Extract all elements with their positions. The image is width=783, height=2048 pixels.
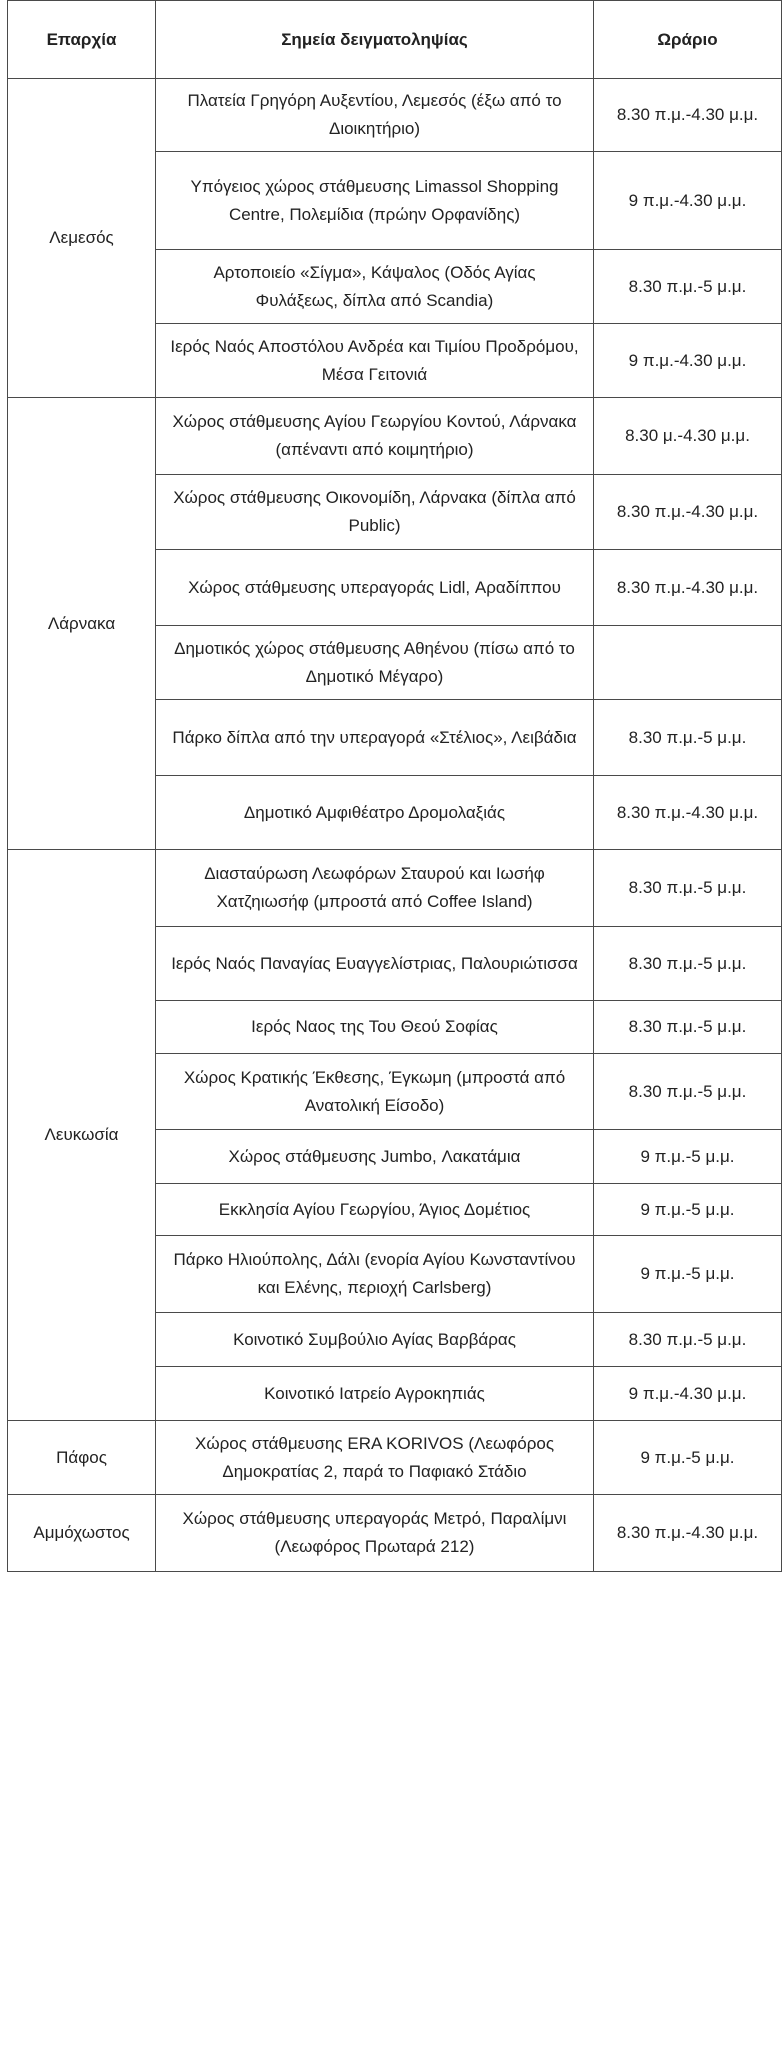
hours-cell: 8.30 μ.-4.30 μ.μ. <box>594 398 782 475</box>
header-region: Επαρχία <box>8 1 156 79</box>
location-cell: Ιερός Ναος της Του Θεού Σοφίας <box>156 1001 594 1054</box>
location-cell: Χώρος στάθμευσης υπεραγοράς Lidl, Αραδίππου <box>156 550 594 626</box>
hours-cell: 9 π.μ.-5 μ.μ. <box>594 1184 782 1236</box>
region-cell: Πάφος <box>8 1421 156 1495</box>
hours-cell: 8.30 π.μ.-4.30 μ.μ. <box>594 1495 782 1572</box>
hours-cell: 8.30 π.μ.-4.30 μ.μ. <box>594 776 782 850</box>
table-row <box>8 398 782 475</box>
location-cell: Δημοτικό Αμφιθέατρο Δρομολαξιάς <box>156 776 594 850</box>
header-location: Σημεία δειγματοληψίας <box>156 1 594 79</box>
hours-cell: 8.30 π.μ.-5 μ.μ. <box>594 1001 782 1054</box>
region-cell: Αμμόχωστος <box>8 1495 156 1572</box>
region-cell: Λάρνακα <box>8 398 156 850</box>
hours-cell: 8.30 π.μ.-4.30 μ.μ. <box>594 475 782 550</box>
location-cell: Πάρκο Ηλιούπολης, Δάλι (ενορία Αγίου Κωνσταντίνου και Ελένης, περιοχή Carlsberg) <box>156 1236 594 1313</box>
hours-cell: 8.30 π.μ.-5 μ.μ. <box>594 250 782 324</box>
location-cell: Κοινοτικό Συμβούλιο Αγίας Βαρβάρας <box>156 1313 594 1367</box>
hours-cell: 8.30 π.μ.-5 μ.μ. <box>594 850 782 927</box>
hours-cell: 9 π.μ.-4.30 μ.μ. <box>594 152 782 250</box>
location-cell: Χώρος στάθμευσης Jumbo, Λακατάμια <box>156 1130 594 1184</box>
location-cell: Χώρος στάθμευσης ERA KORIVOS (Λεωφόρος Δημοκρατίας 2, παρά το Παφιακό Στάδιο <box>156 1421 594 1495</box>
location-cell: Χώρος Κρατικής Έκθεσης, Έγκωμη (μπροστά από Ανατολική Είσοδο) <box>156 1054 594 1130</box>
hours-cell: 8.30 π.μ.-4.30 μ.μ. <box>594 550 782 626</box>
location-cell: Εκκλησία Αγίου Γεωργίου, Άγιος Δομέτιος <box>156 1184 594 1236</box>
region-cell: Λευκωσία <box>8 850 156 1421</box>
table-row <box>8 850 782 927</box>
hours-cell: 9 π.μ.-5 μ.μ. <box>594 1421 782 1495</box>
location-cell: Κοινοτικό Ιατρείο Αγροκηπιάς <box>156 1367 594 1421</box>
location-cell: Χώρος στάθμευσης υπεραγοράς Μετρό, Παραλίμνι (Λεωφόρος Πρωταρά 212) <box>156 1495 594 1572</box>
sampling-points-table <box>7 0 782 1572</box>
hours-cell: 9 π.μ.-5 μ.μ. <box>594 1236 782 1313</box>
hours-cell <box>594 626 782 700</box>
location-cell: Υπόγειος χώρος στάθμευσης Limassol Shopping Centre, Πολεμίδια (πρώην Ορφανίδης) <box>156 152 594 250</box>
location-cell: Πάρκο δίπλα από την υπεραγορά «Στέλιος», Λειβάδια <box>156 700 594 776</box>
table-row <box>8 79 782 152</box>
hours-cell: 9 π.μ.-4.30 μ.μ. <box>594 324 782 398</box>
location-cell: Ιερός Ναός Παναγίας Ευαγγελίστριας, Παλουριώτισσα <box>156 927 594 1001</box>
table-row <box>8 1495 782 1572</box>
hours-cell: 9 π.μ.-5 μ.μ. <box>594 1130 782 1184</box>
location-cell: Χώρος στάθμευσης Αγίου Γεωργίου Κοντού, Λάρνακα (απέναντι από κοιμητήριο) <box>156 398 594 475</box>
table-row <box>8 1421 782 1495</box>
location-cell: Διασταύρωση Λεωφόρων Σταυρού και Ιωσήφ Χατζηιωσήφ (μπροστά από Coffee Island) <box>156 850 594 927</box>
hours-cell: 8.30 π.μ.-5 μ.μ. <box>594 700 782 776</box>
hours-cell: 8.30 π.μ.-4.30 μ.μ. <box>594 79 782 152</box>
header-row <box>8 1 782 79</box>
location-cell: Πλατεία Γρηγόρη Αυξεντίου, Λεμεσός (έξω από το Διοικητήριο) <box>156 79 594 152</box>
location-cell: Χώρος στάθμευσης Οικονομίδη, Λάρνακα (δίπλα από Public) <box>156 475 594 550</box>
location-cell: Αρτοποιείο «Σίγμα», Κάψαλος (Οδός Αγίας Φυλάξεως, δίπλα από Scandia) <box>156 250 594 324</box>
hours-cell: 9 π.μ.-4.30 μ.μ. <box>594 1367 782 1421</box>
location-cell: Ιερός Ναός Αποστόλου Ανδρέα και Τιμίου Προδρόμου, Μέσα Γειτονιά <box>156 324 594 398</box>
hours-cell: 8.30 π.μ.-5 μ.μ. <box>594 1313 782 1367</box>
region-cell: Λεμεσός <box>8 79 156 398</box>
table-body <box>8 79 782 1572</box>
location-cell: Δημοτικός χώρος στάθμευσης Αθηένου (πίσω από το Δημοτικό Μέγαρο) <box>156 626 594 700</box>
header-hours: Ωράριο <box>594 1 782 79</box>
hours-cell: 8.30 π.μ.-5 μ.μ. <box>594 1054 782 1130</box>
hours-cell: 8.30 π.μ.-5 μ.μ. <box>594 927 782 1001</box>
